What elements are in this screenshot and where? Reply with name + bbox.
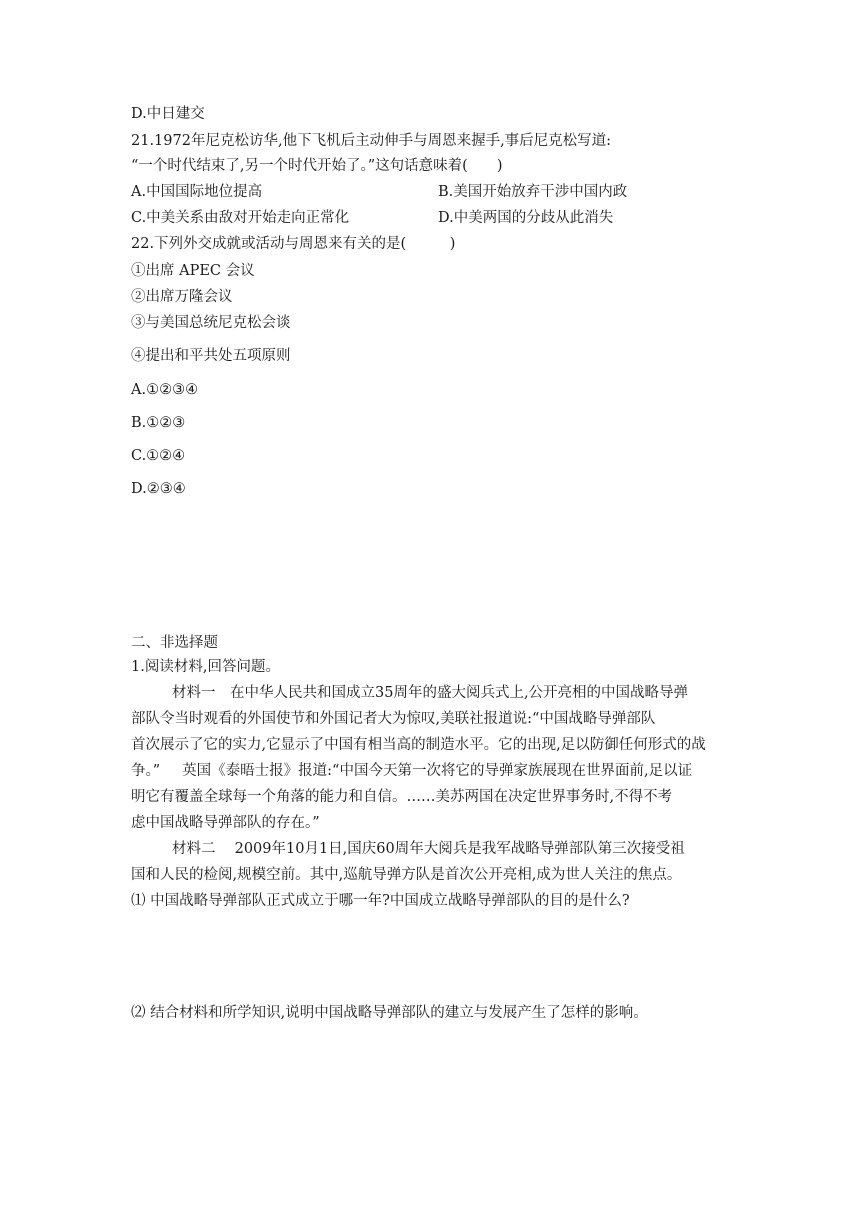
q21-option-a: A.中国国际地位提高 xyxy=(131,184,263,200)
q22-stem: 22.下列外交成就或活动与周恩来有关的是( ) xyxy=(131,236,456,252)
q22-option-d: D.②③④ xyxy=(131,481,186,497)
section-heading: 二、非选择题 xyxy=(131,635,218,651)
q1-title: 1.阅读材料,回答问题。 xyxy=(131,659,280,675)
q21-stem-line2: “一个时代结束了,另一个时代开始了。”这句话意味着( ) xyxy=(131,158,503,174)
q21-option-b: B.美国开始放弃干涉中国内政 xyxy=(438,184,628,200)
material1-line2: 部队令当时观看的外国使节和外国记者大为惊叹,美联社报道说:“中国战略导弹部队 xyxy=(131,711,656,727)
q22-option-a: A.①②③④ xyxy=(131,382,199,398)
q21-stem-line1: 21.1972年尼克松访华,他下飞机后主动伸手与周恩来握手,事后尼克松写道: xyxy=(131,133,612,149)
material1-line3: 首次展示了它的实力,它显示了中国有相当高的制造水平。它的出现,足以防御任何形式的战 xyxy=(131,737,706,753)
material2-line1: 材料二 2009年10月1日,国庆60周年大阅兵是我军战略导弹部队第三次接受祖 xyxy=(172,841,685,857)
material1-line4 xyxy=(131,761,692,781)
material2-line2: 国和人民的检阅,规模空前。其中,巡航导弹方队是首次公开亮相,成为世人关注的焦点。 xyxy=(131,867,682,883)
q22-item-4: ④提出和平共处五项原则 xyxy=(131,348,291,364)
material1-line4-quote-end: 争。” xyxy=(131,763,161,779)
q22-option-c: C.①②④ xyxy=(131,448,186,464)
q22-option-b: B.①②③ xyxy=(131,415,186,431)
material1-line4-times: 英国《泰晤士报》报道:“中国今天第一次将它的导弹家族展现在世界面前,足以证 xyxy=(182,763,693,779)
q22-item-3: ③与美国总统尼克松会谈 xyxy=(131,315,291,331)
q22-item-1: ①出席 APEC 会议 xyxy=(131,263,255,279)
sub-question-2: ⑵ 结合材料和所学知识,说明中国战略导弹部队的建立与发展产生了怎样的影响。 xyxy=(131,1005,648,1021)
material1-line1: 材料一 在中华人民共和国成立35周年的盛大阅兵式上,公开亮相的中国战略导弹 xyxy=(172,685,689,701)
material1-line6: 虑中国战略导弹部队的存在。” xyxy=(131,815,320,831)
material1-line5: 明它有覆盖全球每一个角落的能力和自信。……美苏两国在决定世界事务时,不得不考 xyxy=(131,789,673,805)
sub-question-1: ⑴ 中国战略导弹部队正式成立于哪一年?中国成立战略导弹部队的目的是什么? xyxy=(131,893,630,909)
q21-option-d: D.中美两国的分歧从此消失 xyxy=(438,210,614,226)
q21-option-c: C.中美关系由敌对开始走向正常化 xyxy=(131,210,350,226)
q22-item-2: ②出席万隆会议 xyxy=(131,289,233,305)
q20-option-d: D.中日建交 xyxy=(131,106,205,122)
